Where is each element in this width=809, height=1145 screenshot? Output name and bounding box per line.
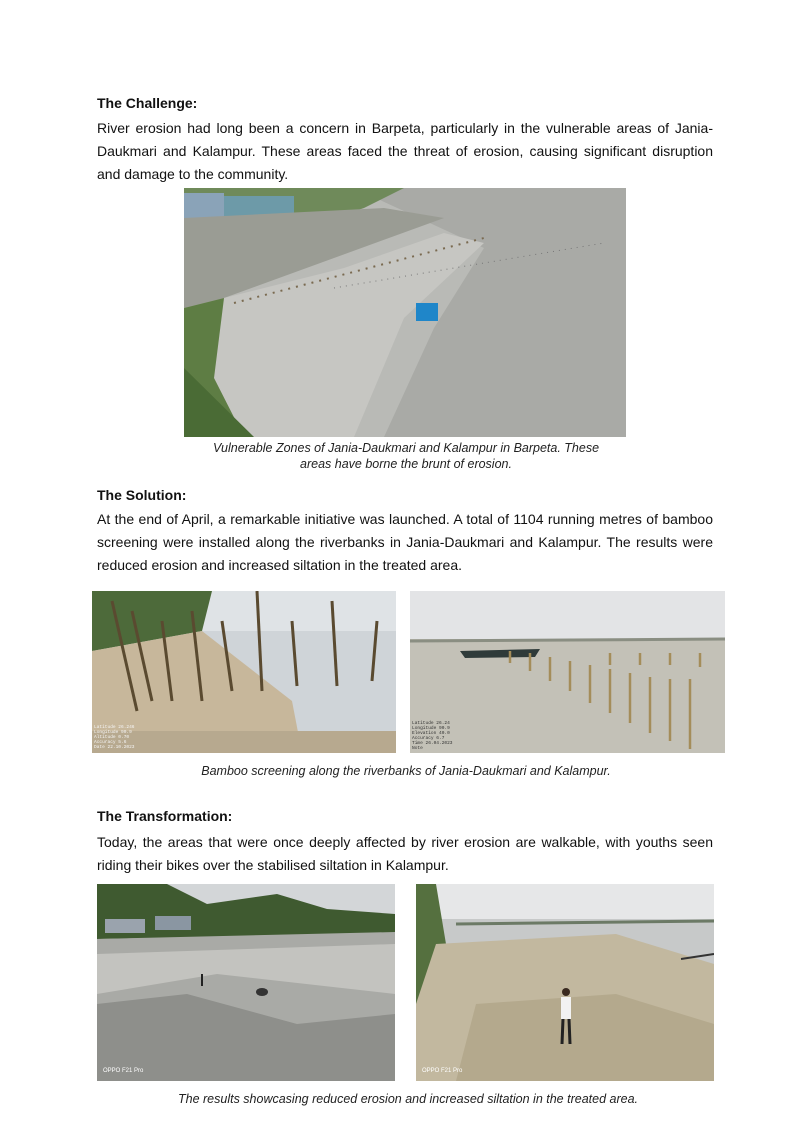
bamboo-screening-photo-left (92, 591, 396, 753)
transformation-heading: The Transformation: (97, 808, 233, 824)
transformation-paragraph: Today, the areas that were once deeply affected by river erosion are walkable, with youths seen riding their bikes over the stabilised siltation in Kalampur. (97, 834, 713, 873)
bamboo-screening-photo-right (410, 591, 725, 753)
solution-caption: Bamboo screening along the riverbanks of Jania-Daukmari and Kalampur. (201, 764, 611, 778)
solution-heading: The Solution: (97, 487, 187, 503)
solution-paragraph: At the end of April, a remarkable initiative was launched. A total of 1104 running metres of bamboo screening were installed along the riverbanks in Jania-Daukmari and Kalampur. The results were reduced erosion and increased siltation in the treated area. (97, 511, 713, 573)
camera-watermark-right: OPPO F21 Pro (422, 1068, 463, 1074)
result-photo-left (97, 884, 395, 1081)
erosion-zone-photo (184, 188, 626, 437)
transformation-caption: The results showcasing reduced erosion and increased siltation in the treated area. (178, 1092, 638, 1106)
challenge-caption (190, 440, 622, 472)
challenge-caption-line1: Vulnerable Zones of Jania-Daukmari and Kalampur in Barpeta. These (212, 441, 600, 455)
challenge-caption-line2: areas have borne the brunt of erosion. (300, 457, 512, 471)
gps-stamp-right: Latitude 26.24 Longitude 90.9 Elevation 40.0 Accuracy 6.7 Time 26.04.2023 Note (412, 721, 453, 751)
camera-watermark-left: OPPO F21 Pro (103, 1068, 144, 1074)
challenge-heading: The Challenge: (97, 95, 198, 111)
gps-stamp-left: Latitude 26.246 Longitude 90.9 Altitude 0.70 Accuracy 5.6 Date 22.10.2023 (94, 725, 135, 750)
challenge-paragraph: River erosion had long been a concern in Barpeta, particularly in the vulnerable areas of Jania-Daukmari and Kalampur. These areas faced the threat of erosion, causing significant disruption and damage to the community. (97, 120, 713, 182)
result-photo-right (416, 884, 714, 1081)
